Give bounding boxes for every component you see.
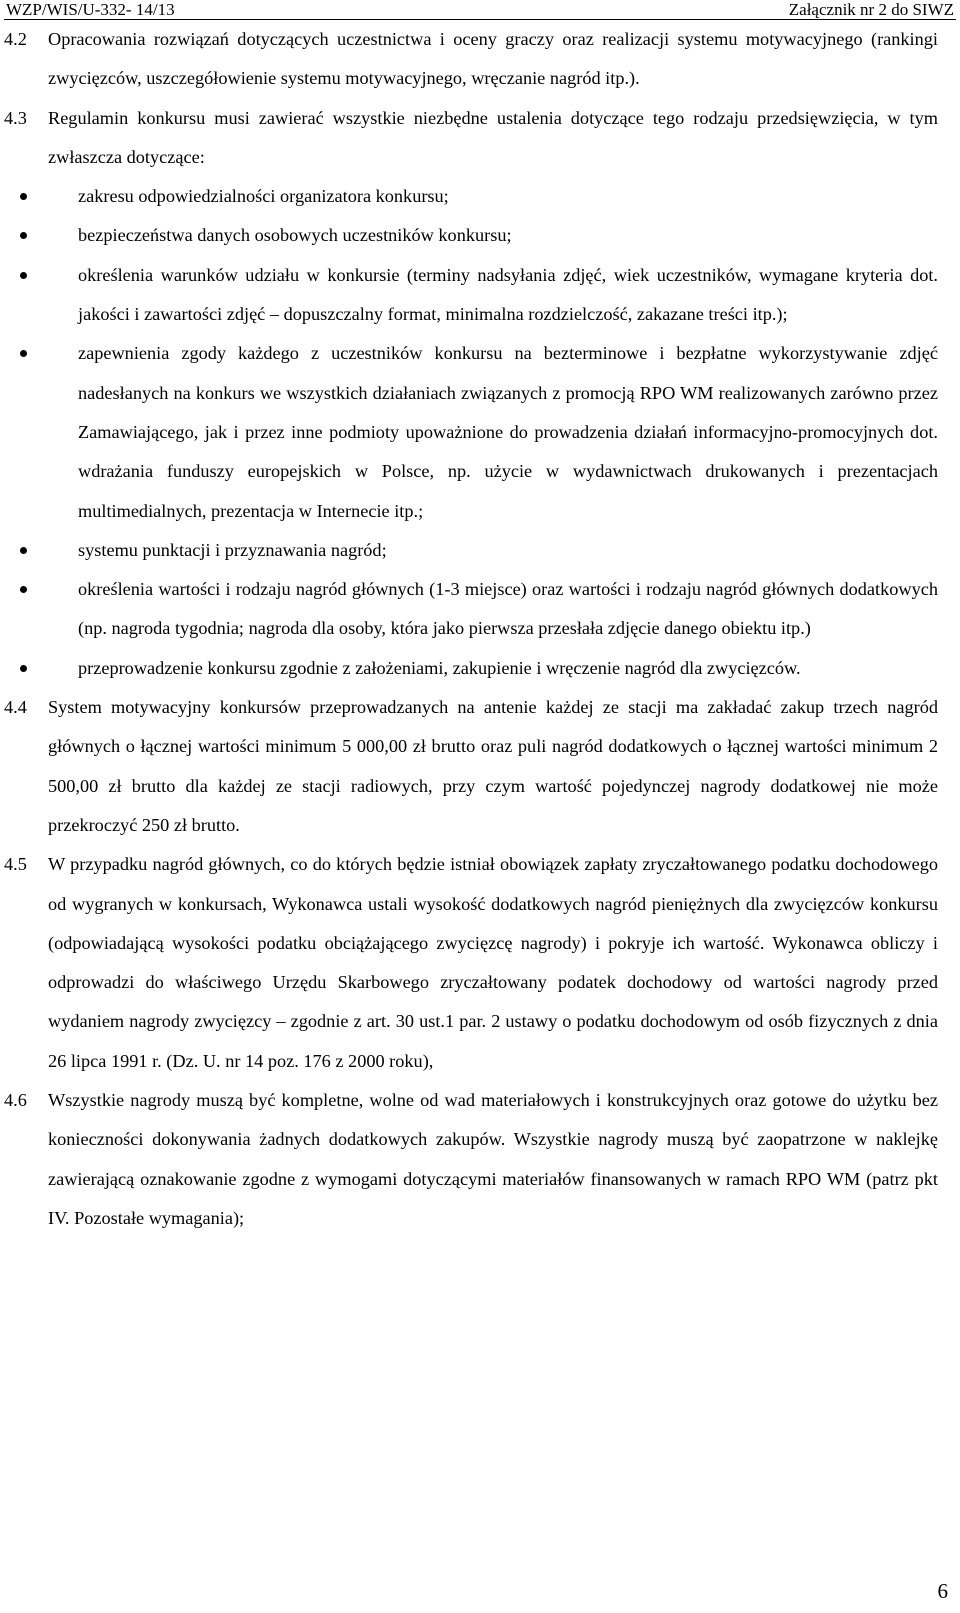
bullet-icon (20, 193, 27, 200)
list-item: systemu punktacji i przyznawania nagród; (34, 531, 938, 570)
list-item: określenia warunków udziału w konkursie (terminy nadsyłania zdjęć, wiek uczestników, wymagane kryteria dot. jakości i zawartości zdjęć – dopuszczalny format, minimalna rozdzielczość, zakazane treści itp.); (34, 256, 938, 335)
bullet-icon (20, 272, 27, 279)
bullet-icon (20, 232, 27, 239)
bullet-icon (20, 350, 27, 357)
list-item: przeprowadzenie konkursu zgodnie z założeniami, zakupienie i wręczenie nagród dla zwycięzców. (34, 649, 938, 688)
requirements-list (4, 177, 938, 688)
section-text: Regulamin konkursu musi zawierać wszystkie niezbędne ustalenia dotyczące tego rodzaju przedsięwzięcia, w tym zwłaszcza dotyczące: (48, 107, 938, 167)
section-4-6 (4, 1081, 938, 1238)
document-reference: WZP/WIS/U-332- 14/13 (6, 0, 175, 19)
section-4-5 (4, 845, 938, 1081)
page-number: 6 (937, 1579, 948, 1603)
section-text: W przypadku nagród głównych, co do których będzie istniał obowiązek zapłaty zryczałtowanego podatku dochodowego od wygranych w konkursach, Wykonawca ustali wysokość dodatkowych nagród pieniężnych dla zwycięzców konkursu (odpowiadającą wysokości podatku obciążającego zwycięzcę nagrody) i pokryje ich wartość. Wykonawca obliczy i odprowadzi do właściwego Urzędu Skarbowego zryczałtowany podatek dochodowy od wartości nagrody przed wydaniem nagrody zwycięzcy – zgodnie z art. 30 ust.1 par. 2 ustawy o podatku dochodowym od osób fizycznych z dnia 26 lipca 1991 r. (Dz. U. nr 14 poz. 176 z 2000 roku), (48, 854, 938, 1071)
section-text: Opracowania rozwiązań dotyczących uczestnictwa i oceny graczy oraz realizacji systemu motywacyjnego (rankingi zwycięzców, uszczegółowienie systemu motywacyjnego, wręczanie nagród itp.). (48, 29, 938, 89)
section-4-4 (4, 688, 938, 845)
section-number: 4.4 (4, 697, 27, 718)
bullet-icon (20, 665, 27, 672)
bullet-icon (20, 586, 27, 593)
list-item: zakresu odpowiedzialności organizatora konkursu; (34, 177, 938, 216)
attachment-label: Załącznik nr 2 do SIWZ (788, 0, 954, 19)
list-item: zapewnienia zgody każdego z uczestników konkursu na bezterminowe i bezpłatne wykorzystywanie zdjęć nadesłanych na konkurs we wszystkich działaniach związanych z promocją RPO WM realizowanych zarówno przez Zamawiającego, jak i przez inne podmioty upoważnione do prowadzenia działań informacyjno-promocyjnych dot. wdrażania funduszy europejskich w Polsce, np. użycie w wydawnictwach drukowanych i prezentacjach multimedialnych, prezentacja w Internecie itp.; (34, 334, 938, 530)
section-number: 4.2 (4, 29, 27, 49)
section-number: 4.5 (4, 854, 27, 875)
bullet-icon (20, 547, 27, 554)
list-item: określenia wartości i rodzaju nagród głównych (1-3 miejsce) oraz wartości i rodzaju nagród głównych dodatkowych (np. nagroda tygodnia; nagroda dla osoby, która jako pierwsza przesłała zdjęcie danego obiektu itp.) (34, 570, 938, 649)
section-text: Wszystkie nagrody muszą być kompletne, wolne od wad materiałowych i konstrukcyjnych oraz gotowe do użytku bez konieczności dokonywania żadnych dodatkowych zakupów. Wszystkie nagrody muszą być zaopatrzone w naklejkę zawierającą oznakowanie zgodne z wymogami dotyczącymi materiałów finansowanych w ramach RPO WM (patrz pkt IV. Pozostałe wymagania); (48, 1090, 938, 1228)
section-4-3 (4, 99, 938, 178)
list-item: bezpieczeństwa danych osobowych uczestników konkursu; (34, 216, 938, 255)
page-header (4, 0, 956, 20)
section-4-2 (4, 20, 938, 99)
section-number: 4.6 (4, 1090, 27, 1111)
document-body (4, 20, 938, 1238)
section-number: 4.3 (4, 107, 27, 128)
section-text: System motywacyjny konkursów przeprowadzanych na antenie każdej ze stacji ma zakładać zakup trzech nagród głównych o łącznej wartości minimum 5 000,00 zł brutto oraz puli nagród dodatkowych o łącznej wartości minimum 2 500,00 zł brutto dla każdej ze stacji radiowych, przy czym wartość pojedynczej nagrody dodatkowej nie może przekroczyć 250 zł brutto. (48, 697, 938, 835)
